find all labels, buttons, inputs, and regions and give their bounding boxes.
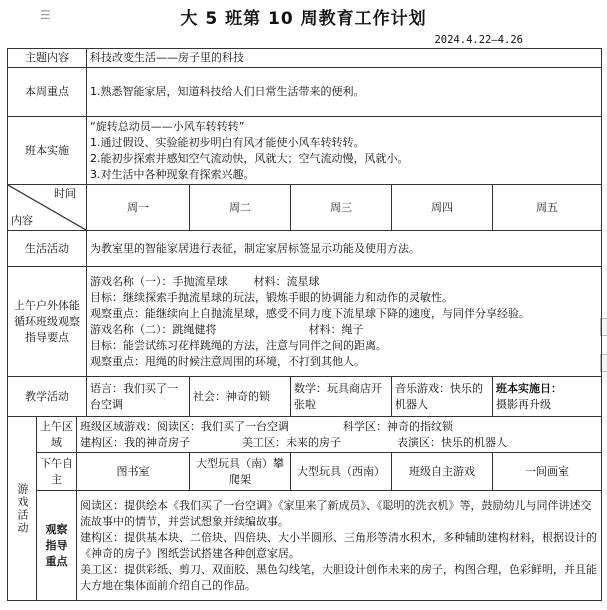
class-impl-row <box>8 117 602 185</box>
games-obs-content <box>77 491 602 601</box>
outdoor-line <box>90 322 598 338</box>
game2-material: 材料：绳子 <box>308 322 364 336</box>
day-header-tue: 周二 <box>190 185 291 231</box>
day-header-thu: 周四 <box>392 185 493 231</box>
focus-row <box>8 68 602 117</box>
am-drama: 表演区：快乐的机器人 <box>397 435 507 449</box>
corner-mark: ☰ <box>40 8 51 22</box>
teaching-thu: 音乐游戏：快乐的机器人 <box>392 377 493 417</box>
life-label: 生活活动 <box>8 231 87 267</box>
day-header-fri: 周五 <box>493 185 602 231</box>
obs-art: 美工区：提供彩纸、剪刀、双面胶、黑色勾线笔，大胆设计创作未来的房子，构图合理，色彩鲜明，并且能大方地在集体面前介绍自己的作品。 <box>80 562 597 592</box>
life-row <box>8 231 602 267</box>
outdoor-row <box>8 267 602 377</box>
game1-observation: 观察重点：能继续向上自抛流星球，感受不同力度下流星球下降的速度，与同伴分享经验。 <box>90 306 530 320</box>
teaching-mon: 语言：我们买了一台空调 <box>87 377 190 417</box>
teaching-row <box>8 377 602 417</box>
games-am-label: 上午区域 <box>37 417 77 453</box>
outdoor-label: 上午户外体能循环班级观察指导要点 <box>8 267 87 377</box>
games-pm-label: 下午自主 <box>37 453 77 491</box>
am-building: 建构区：我的神奇房子 <box>80 435 190 449</box>
pm-tue: 大型玩具（南）攀爬架 <box>190 453 291 491</box>
pm-thu: 班级自主游戏 <box>392 453 493 491</box>
games-am-content <box>77 417 602 453</box>
teaching-tue: 社会：神奇的锁 <box>190 377 291 417</box>
class-impl-line: 1.通过假设、实验能初步明白有风才能使小风车转转转。 <box>90 135 365 149</box>
obs-building: 建构区：提供基本块、二倍块、四倍块、大小半圆形、三角形等清水积木，多种辅助建构材料，根据设计的《神奇的房子》图纸尝试搭建各种创意家居。 <box>80 530 597 560</box>
day-header-mon: 周一 <box>87 185 190 231</box>
games-obs-row <box>8 491 602 601</box>
am-art: 美工区：未来的房子 <box>242 435 341 449</box>
games-am-line <box>80 435 598 451</box>
games-label-cell <box>8 417 37 601</box>
game2-goal: 目标：能尝试练习花样跳绳的方法，注意与同伴之间的距离。 <box>90 338 387 352</box>
focus-value: 1.熟悉智能家居，知道科技给人们日常生活带来的便利。 <box>87 68 602 117</box>
header-row <box>8 185 602 231</box>
game2-observation: 观察重点：甩绳的时候注意周围的环境，不打到其他人。 <box>90 354 365 368</box>
plan-table <box>7 48 602 601</box>
day-header-wed: 周三 <box>291 185 392 231</box>
game1-name: 游戏名称（一）：手抛流星球 <box>90 274 228 288</box>
am-reading: 班级区域游戏：阅读区：我们买了一台空调 <box>80 419 289 433</box>
games-pm-row <box>8 453 602 491</box>
class-impl-label: 班本实施 <box>8 117 87 185</box>
pm-fri: 一间画室 <box>493 453 602 491</box>
teaching-label: 教学活动 <box>8 377 87 417</box>
document-title: 大 5 班第 10 周教育工作计划 <box>180 9 427 29</box>
theme-label: 主题内容 <box>8 49 87 68</box>
game2-name: 游戏名称（二）：跳绳健将 <box>90 322 217 336</box>
class-impl-line: “旋转总动员——小风车转转转” <box>90 119 245 133</box>
pm-wed: 大型玩具（西南） <box>291 453 392 491</box>
teaching-wed: 数学：玩具商店开张啦 <box>291 377 392 417</box>
pm-mon: 图书室 <box>77 453 190 491</box>
focus-label: 本周重点 <box>8 68 87 117</box>
games-am-line <box>80 419 598 435</box>
header-content-label: 内容 <box>11 214 33 227</box>
theme-row <box>8 49 602 68</box>
teaching-fri-value: 摄影再升级 <box>496 397 551 411</box>
game1-material: 材料：流星球 <box>253 274 320 288</box>
theme-value: 科技改变生活——房子里的科技 <box>87 49 602 68</box>
class-impl-line: 3.对生活中各种现象有探索兴趣。 <box>90 167 255 181</box>
outdoor-line <box>90 274 598 290</box>
games-am-row <box>8 417 602 453</box>
diagonal-header-cell <box>8 185 87 231</box>
teaching-fri-title: 班本实施日： <box>496 381 562 395</box>
games-obs-label: 观察指导重点 <box>37 491 77 601</box>
obs-reading: 阅读区：提供绘本《我们买了一台空调》《家里来了新成员》、《聪明的洗衣机》等，鼓励幼儿与同伴讲述交流故事中的情节，并尝试想象并续编故事。 <box>80 498 592 528</box>
class-impl-content <box>87 117 602 185</box>
game1-goal: 目标：继续探索手抛流星球的玩法，锻炼手眼的协调能力和动作的灵敏性。 <box>90 290 453 304</box>
outdoor-content <box>87 267 602 377</box>
class-impl-line: 2.能初步探索并感知空气流动快，风就大；空气流动慢，风就小。 <box>90 151 409 165</box>
date-range: 2024.4.22–4.26 <box>434 34 523 46</box>
life-value: 为教室里的智能家居进行表征，制定家居标签显示功能及使用方法。 <box>87 231 602 267</box>
games-label: 游戏活动 <box>16 482 29 535</box>
header-time-label: 时间 <box>54 187 76 200</box>
am-science: 科学区：神奇的指纹锁 <box>343 419 453 433</box>
teaching-fri <box>493 377 602 417</box>
